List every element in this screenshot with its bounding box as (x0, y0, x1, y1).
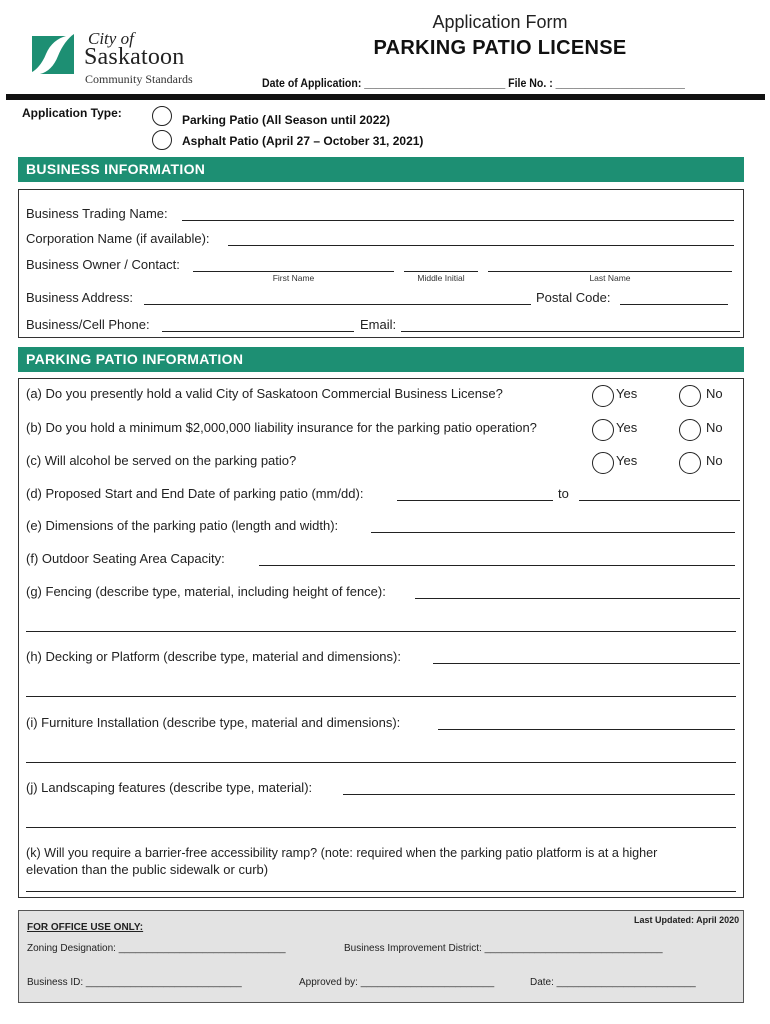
form-title: PARKING PATIO LICENSE (373, 37, 627, 59)
question-b-no-label: No (706, 420, 723, 435)
date-of-application-field[interactable]: Date of Application: ________________________ File No. : ______________________ (262, 76, 685, 90)
question-b-no-radio[interactable] (679, 419, 701, 441)
parking-patio-option-label: Parking Patio (All Season until 2022) (182, 113, 391, 127)
question-i: (i) Furniture Installation (describe type, material and dimensions): (26, 715, 401, 730)
business-trading-name-input[interactable] (182, 220, 734, 221)
middle-initial-input[interactable] (404, 271, 478, 272)
last-updated-label: Last Updated: April 2020 (634, 915, 740, 925)
parking-patio-information-heading: PARKING PATIO INFORMATION (18, 347, 744, 372)
email-input[interactable] (401, 331, 740, 332)
furniture-input-line-2[interactable] (26, 762, 736, 763)
question-a-no-label: No (706, 386, 723, 401)
question-k: (k) Will you require a barrier-free accessibility ramp? (note: required when the parking patio platform is at a higher (26, 846, 658, 860)
header-divider (6, 94, 765, 100)
last-name-caption: Last Name (589, 273, 631, 283)
question-j: (j) Landscaping features (describe type, material): (26, 780, 313, 795)
business-phone-input[interactable] (162, 331, 354, 332)
middle-initial-caption: Middle Initial (417, 273, 465, 283)
question-k-continued: elevation than the public sidewalk or curb) (26, 862, 269, 877)
decking-input[interactable] (433, 663, 740, 664)
approved-by-field[interactable]: Approved by: ________________________ (299, 977, 495, 988)
business-improvement-district-field[interactable]: Business Improvement District: ________________________________ (344, 943, 663, 954)
postal-code-input[interactable] (620, 304, 728, 305)
question-c-yes-label: Yes (616, 453, 638, 468)
question-g: (g) Fencing (describe type, material, including height of fence): (26, 584, 386, 599)
decking-input-line-2[interactable] (26, 696, 736, 697)
corporation-name-input[interactable] (228, 245, 734, 246)
question-e: (e) Dimensions of the parking patio (length and width): (26, 518, 339, 533)
question-a-yes-label: Yes (616, 386, 638, 401)
last-name-input[interactable] (488, 271, 732, 272)
landscaping-input-line-2[interactable] (26, 827, 736, 828)
business-phone-label: Business/Cell Phone: (26, 317, 150, 332)
business-owner-label: Business Owner / Contact: (26, 257, 180, 272)
saskatoon-logo-icon (28, 32, 78, 74)
office-date-field[interactable]: Date: _________________________ (530, 977, 696, 988)
logo-dept-text: Community Standards (85, 72, 193, 86)
question-c-no-radio[interactable] (679, 452, 701, 474)
question-c: (c) Will alcohol be served on the parking patio? (26, 453, 297, 468)
question-a-yes-radio[interactable] (592, 385, 614, 407)
application-type-label: Application Type: (22, 106, 122, 120)
seating-capacity-input[interactable] (259, 565, 735, 566)
business-address-input[interactable] (144, 304, 531, 305)
city-logo (28, 28, 218, 88)
asphalt-patio-option-label: Asphalt Patio (April 27 – October 31, 2021) (182, 134, 424, 148)
question-b-yes-radio[interactable] (592, 419, 614, 441)
fencing-input[interactable] (415, 598, 740, 599)
business-id-field[interactable]: Business ID: ____________________________ (27, 977, 242, 988)
business-address-label: Business Address: (26, 290, 133, 305)
asphalt-patio-radio[interactable] (152, 130, 172, 150)
date-to-label: to (558, 486, 569, 501)
application-form-label: Application Form (432, 12, 568, 32)
question-a-no-radio[interactable] (679, 385, 701, 407)
end-date-input[interactable] (579, 500, 740, 501)
question-c-no-label: No (706, 453, 723, 468)
first-name-caption: First Name (272, 273, 315, 283)
question-b-yes-label: Yes (616, 420, 638, 435)
email-label: Email: (360, 317, 397, 332)
logo-name-text: Saskatoon (84, 44, 185, 70)
start-date-input[interactable] (397, 500, 553, 501)
question-d: (d) Proposed Start and End Date of parking patio (mm/dd): (26, 486, 364, 501)
fencing-input-line-2[interactable] (26, 631, 736, 632)
question-f: (f) Outdoor Seating Area Capacity: (26, 551, 225, 566)
zoning-designation-field[interactable]: Zoning Designation: ______________________________ (27, 943, 286, 954)
first-name-input[interactable] (193, 271, 394, 272)
logo-city-text: City of (88, 29, 134, 48)
furniture-input[interactable] (438, 729, 735, 730)
business-information-heading: BUSINESS INFORMATION (18, 157, 744, 182)
business-trading-name-label: Business Trading Name: (26, 206, 168, 221)
question-c-yes-radio[interactable] (592, 452, 614, 474)
corporation-name-label: Corporation Name (if available): (26, 231, 210, 246)
question-a: (a) Do you presently hold a valid City of Saskatoon Commercial Business License? (26, 386, 503, 401)
question-b: (b) Do you hold a minimum $2,000,000 liability insurance for the parking patio operation? (26, 420, 537, 435)
dimensions-input[interactable] (371, 532, 735, 533)
office-use-heading: FOR OFFICE USE ONLY: (27, 922, 144, 933)
parking-patio-radio[interactable] (152, 106, 172, 126)
question-h: (h) Decking or Platform (describe type, material and dimensions): (26, 649, 401, 664)
ramp-input[interactable] (26, 891, 736, 892)
postal-code-label: Postal Code: (536, 290, 611, 305)
landscaping-input[interactable] (343, 794, 735, 795)
